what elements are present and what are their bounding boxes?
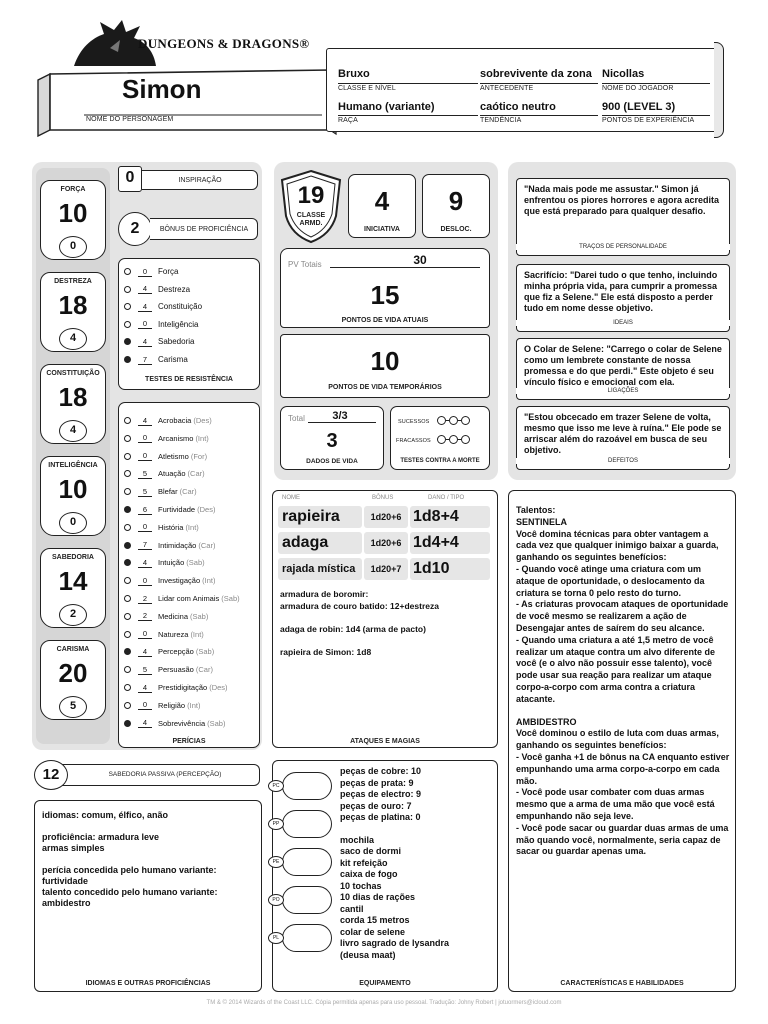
coin-label: PO (268, 894, 284, 906)
armor-class-value: 19 (297, 182, 325, 209)
character-name-label: NOME DO PERSONAGEM (86, 116, 174, 123)
skill-row[interactable] (124, 448, 207, 465)
skill-value: 0 (138, 451, 152, 461)
skill-row[interactable] (124, 661, 213, 678)
attacks-col-bonus: BÔNUS (372, 495, 394, 501)
save-row[interactable] (124, 263, 178, 280)
skill-row[interactable] (124, 554, 205, 571)
proficiency-dot-icon[interactable] (124, 453, 131, 460)
feature-line: - As criaturas provocam ataques de oportunidade de você mesmo se realizarem a ação de Desengajar antes de saírem do seu alcance. (516, 599, 729, 633)
skill-row[interactable] (124, 608, 208, 625)
proficiencies-title: IDIOMAS E OUTRAS PROFICIÊNCIAS (85, 980, 211, 987)
class-level-value: Bruxo (338, 68, 370, 80)
skill-name: Religião (158, 700, 186, 710)
proficiency-dot-icon[interactable] (124, 338, 131, 345)
skill-ability: (Sab) (207, 718, 226, 728)
character-name: Simon (122, 74, 202, 104)
skill-value: 4 (138, 558, 152, 568)
equipment-line: peças de cobre: 10 (340, 766, 422, 776)
attack-bonus[interactable]: 1d20+6 (364, 532, 408, 554)
ability-name: DESTREZA (54, 278, 92, 285)
initiative-label: INICIATIVA (364, 226, 400, 233)
alignment-label: TENDÊNCIA (480, 115, 598, 124)
trait-text: Sacrifício: "Darei tudo o que tenho, incluindo minha própria vida, para cumprir a promessa que fiz a Selene." Ele está disposto a perder tudo em nome desse objetivo. (524, 270, 718, 313)
proficiency-dot-icon[interactable] (124, 684, 131, 691)
skill-row[interactable] (124, 590, 240, 607)
equipment-line: (deusa maat) (340, 949, 396, 960)
inspiration-label: INSPIRAÇÃO (178, 177, 222, 184)
skill-row[interactable] (124, 537, 215, 554)
skill-value: 0 (138, 629, 152, 639)
current-hp-value: 15 (370, 280, 400, 310)
skill-ability: (Des) (209, 683, 228, 692)
skill-name: Acrobacia (158, 416, 192, 425)
proficiency-dot-icon[interactable] (124, 268, 131, 275)
proficiency-dot-icon[interactable] (124, 720, 131, 727)
proficiency-dot-icon[interactable] (124, 286, 131, 293)
death-saves-label: TESTES CONTRA A MORTE (400, 458, 480, 464)
death-saves-failure-dots[interactable] (437, 435, 470, 444)
speed-label: DESLOC. (440, 226, 472, 233)
equipment-line (340, 824, 494, 835)
skill-ability: (Sab) (195, 647, 215, 657)
feature-line: SENTINELA (516, 516, 568, 527)
save-name: Força (158, 267, 179, 276)
proficiency-line (42, 854, 256, 865)
save-row[interactable] (124, 298, 202, 315)
attack-note (280, 635, 492, 646)
skill-ability: (Int) (195, 433, 209, 443)
skill-ability: (Int) (190, 629, 204, 639)
skill-value: 4 (138, 416, 152, 426)
attack-note (280, 612, 492, 623)
skill-ability: (Des) (193, 416, 212, 425)
feature-line: - Quando uma criatura a até 1,5 metro de você realizar um ataque contra um alvo diferente de você (e o alvo não possuir esse talento), você pode usar sua reação para realizar um ataque corpo-a-corpo com arma contra a criatura atacante. (516, 634, 716, 704)
attack-damage[interactable]: 1d4+4 (410, 532, 490, 554)
skill-name: Lidar com Animais (158, 594, 220, 603)
current-hp-label: PONTOS DE VIDA ATUAIS (341, 317, 429, 324)
proficiencies-lines (42, 810, 256, 909)
race-value: Humano (variante) (338, 101, 435, 113)
attack-note: adaga de robin: 1d4 (arma de pacto) (280, 624, 426, 634)
skill-name: Intimidação (158, 540, 197, 550)
coin-box[interactable] (282, 772, 332, 800)
ability-modifier: 0 (59, 512, 87, 534)
coin-label: PL (268, 932, 284, 944)
ability-modifier: 4 (59, 328, 87, 350)
coin-box[interactable] (282, 848, 332, 876)
coin-label: PE (268, 856, 284, 868)
initiative-value: 4 (374, 186, 390, 216)
passive-label: SABEDORIA PASSIVA (PERCEPÇÃO) (108, 771, 222, 778)
equipment-line: livro sagrado de lysandra (340, 938, 450, 948)
proficiency-line: furtividade (42, 876, 89, 886)
feature-line: - Você pode usar combater com duas armas mesmo que a arma de uma mão que você está empunhando não seja leve. (516, 787, 715, 821)
skill-name: Persuasão (158, 665, 194, 675)
ability-score: 10 (58, 474, 88, 504)
trait-label: DEFEITOS (516, 458, 730, 464)
skill-value: 4 (138, 647, 152, 657)
skills-title: PERÍCIAS (172, 738, 206, 745)
equipment-line: peças de ouro: 7 (340, 800, 412, 811)
save-row[interactable] (124, 316, 198, 333)
feature-line: - Você pode sacar ou guardar duas armas de uma mão quando você, normalmente, seria capaz de sacar ou guardar apenas uma. (516, 822, 729, 857)
background-label: ANTECEDENTE (480, 83, 598, 92)
save-name: Sabedoria (158, 337, 195, 347)
ability-name: CARISMA (56, 646, 90, 653)
death-saves-success-dots[interactable] (437, 416, 470, 425)
inspiration-box[interactable]: 0 (118, 166, 142, 192)
header (30, 18, 750, 138)
skill-row[interactable] (124, 465, 205, 482)
skill-ability: (Sab) (186, 558, 205, 568)
features-title: CARACTERÍSTICAS E HABILIDADES (560, 980, 684, 987)
skill-value: 5 (138, 487, 152, 497)
attack-name[interactable]: rapieira (278, 506, 362, 528)
ability-modifier: 5 (59, 696, 87, 718)
skill-name: Investigação (158, 576, 201, 586)
ability-name: CONSTITUIÇÃO (46, 370, 100, 377)
xp-value: 900 (LEVEL 3) (602, 101, 676, 113)
max-hp-value: 30 (413, 253, 427, 267)
proficiency-label: BÔNUS DE PROFICIÊNCIA (159, 226, 249, 233)
coin-box[interactable] (282, 886, 332, 914)
ability-modifier: 2 (59, 604, 87, 626)
equipment-line: 10 dias de rações (340, 892, 416, 902)
class-level-label: CLASSE E NÍVEL (338, 83, 478, 92)
trait-label: TRAÇOS DE PERSONALIDADE (516, 244, 730, 250)
equipment-line: peças de electro: 9 (340, 789, 422, 799)
ability-score: 14 (58, 566, 88, 596)
proficiency-dot-icon[interactable] (124, 356, 131, 363)
skill-row[interactable] (124, 483, 197, 500)
skill-value: 4 (138, 718, 152, 728)
skill-name: Furtividade (158, 505, 196, 514)
skill-ability: (Car) (195, 665, 213, 675)
save-row[interactable] (124, 351, 188, 368)
coin-box[interactable] (282, 924, 332, 952)
equipment-lines (340, 766, 494, 961)
proficiency-dot-icon[interactable] (124, 631, 131, 638)
death-saves-success-label: SUCESSOS (398, 419, 430, 425)
skill-value: 0 (138, 576, 152, 586)
death-saves-failure-label: FRACASSOS (396, 438, 431, 444)
skill-ability: (Car) (198, 540, 216, 550)
skill-row[interactable] (124, 519, 199, 536)
skill-ability: (Sab) (221, 594, 240, 603)
equipment-line: mochila (340, 834, 375, 845)
skill-value: 2 (138, 594, 152, 604)
proficiency-dot-icon[interactable] (124, 524, 131, 531)
skill-row[interactable] (124, 430, 209, 447)
trait-text: "Nada mais pode me assustar." Simon já enfrentou os piores horrores e agora acredita que está preparado para qualquer desafio. (524, 184, 720, 216)
skill-row[interactable] (124, 626, 204, 643)
skill-value: 0 (138, 700, 152, 710)
coin-label: PC (268, 780, 284, 792)
equipment-line: cantil (340, 903, 364, 914)
coin-box[interactable] (282, 810, 332, 838)
hit-dice-value: 3 (326, 430, 338, 452)
skill-row[interactable] (124, 412, 212, 429)
feature-line: - Você ganha +1 de bônus na CA enquanto estiver empunhando uma arma corpo-a-corpo em cada mão. (516, 751, 730, 786)
proficiency-dot-icon[interactable] (124, 702, 131, 709)
proficiency-dot-icon[interactable] (124, 488, 131, 495)
footer-text: TM & © 2014 Wizards of the Coast LLC. Cópia permitida apenas para uso pessoal. Tradução: Johny Robert | jotuormers@icloud.com (206, 1000, 562, 1006)
skill-name: Atletismo (158, 451, 189, 461)
proficiency-dot-icon[interactable] (124, 470, 131, 477)
features-lines (516, 505, 730, 858)
feature-line: Você domina técnicas para obter vantagem a cada vez que qualquer inimigo baixar a guarda, ganhando os seguintes benefícios: (516, 528, 719, 563)
armor-class-label: CLASSE ARMD. (296, 212, 326, 227)
ability-name: INTELIGÊNCIA (48, 462, 98, 469)
skill-value: 0 (138, 522, 152, 532)
equipment-title: EQUIPAMENTO (359, 980, 411, 987)
equipment-line: kit refeição (340, 857, 388, 868)
xp-label: PONTOS DE EXPERIÊNCIA (602, 115, 710, 124)
feature-line: AMBIDESTRO (516, 716, 577, 727)
temp-hp-label: PONTOS DE VIDA TEMPORÁRIOS (328, 384, 442, 391)
save-row[interactable] (124, 333, 194, 350)
ability-score: 20 (58, 658, 88, 688)
skill-name: Prestidigitação (158, 683, 208, 692)
skill-value: 4 (138, 683, 152, 693)
skill-row[interactable] (124, 715, 225, 732)
feature-line: Você dominou o estilo de luta com duas armas, ganhando os seguintes benefícios: (516, 728, 719, 751)
proficiency-dot-icon[interactable] (124, 595, 131, 602)
skill-value: 7 (138, 540, 152, 550)
attacks-col-name: NOME (282, 495, 300, 501)
attack-name[interactable]: adaga (278, 532, 362, 554)
skill-row[interactable] (124, 501, 215, 518)
equipment-line: peças de platina: 0 (340, 812, 421, 822)
ability-score: 10 (58, 198, 88, 228)
logo-text: DUNGEONS & DRAGONS® (138, 36, 310, 51)
ability-name: SABEDORIA (51, 554, 94, 561)
race-label: RAÇA (338, 115, 478, 124)
proficiency-dot-icon[interactable] (124, 542, 131, 549)
equipment-line: corda 15 metros (340, 915, 410, 925)
skill-ability: (Int) (185, 522, 199, 532)
skill-value: 0 (138, 433, 152, 443)
save-name: Constituição (158, 302, 203, 312)
attack-damage[interactable]: 1d8+4 (410, 506, 490, 528)
skill-name: Arcanismo (158, 433, 194, 443)
equipment-line: saco de dormi (340, 846, 402, 856)
player-label: NOME DO JOGADOR (602, 83, 710, 92)
skill-name: História (158, 522, 184, 532)
save-value: 4 (138, 302, 152, 312)
proficiency-line: idiomas: comum, élfico, anão (42, 810, 169, 820)
trait-label: IDEAIS (516, 320, 730, 326)
proficiency-line: ambidestro (42, 898, 91, 908)
proficiency-dot-icon[interactable] (124, 613, 131, 620)
skill-value: 6 (138, 505, 152, 515)
save-value: 0 (138, 319, 152, 329)
proficiency-line: perícia concedida pelo humano variante: (42, 865, 217, 875)
skill-ability: (Car) (187, 469, 205, 479)
save-row[interactable] (124, 281, 190, 298)
hit-dice-total-line (308, 422, 376, 423)
ability-score: 18 (58, 290, 88, 320)
attack-notes (280, 588, 492, 658)
equipment-line: colar de selene (340, 926, 406, 937)
save-name: Inteligência (158, 319, 199, 329)
save-value: 4 (138, 284, 152, 294)
background-value: sobrevivente da zona (480, 68, 592, 80)
proficiency-line: armas simples (42, 843, 105, 853)
proficiency-dot-icon[interactable] (124, 648, 131, 655)
ability-modifier: 4 (59, 420, 87, 442)
skill-ability: (Sab) (190, 611, 209, 621)
attack-note: rapieira de Simon: 1d8 (280, 647, 372, 657)
skill-ability: (Int) (187, 700, 201, 710)
attack-name[interactable]: rajada mística (278, 558, 362, 580)
passive-circle: 12 (34, 760, 68, 790)
skill-name: Natureza (158, 629, 189, 639)
skill-name: Intuição (158, 558, 185, 568)
skill-row[interactable] (124, 572, 215, 589)
info-box-right-decor (714, 42, 724, 138)
trait-text: "Estou obcecado em trazer Selene de volta, mesmo que isso me leve à ruína." Ele pode se arriscar além do razoável em busca de seu objetivo. (524, 412, 722, 455)
skill-value: 5 (138, 469, 152, 479)
max-hp-line (330, 267, 480, 268)
skill-row[interactable] (124, 643, 214, 660)
skill-row[interactable] (124, 697, 200, 714)
proficiency-dot-icon[interactable] (124, 303, 131, 310)
save-value: 7 (138, 355, 152, 365)
proficiency-dot-icon[interactable] (124, 321, 131, 328)
skill-value: 2 (138, 611, 152, 621)
temp-hp-value: 10 (370, 346, 400, 376)
equipment-line: 10 tochas (340, 880, 382, 891)
skill-name: Sobrevivência (158, 718, 206, 728)
skill-name: Percepção (158, 647, 194, 657)
speed-value: 9 (448, 186, 464, 216)
attack-note: armadura de boromir: (280, 589, 369, 599)
skill-value: 5 (138, 665, 152, 675)
skill-name: Blefar (158, 487, 178, 497)
hit-dice-total-value: 3/3 (332, 410, 348, 422)
hit-dice-total-label: Total (288, 414, 305, 423)
feature-line: - Quando você atinge uma criatura com um ataque de oportunidade, o deslocamento da criatura se torna 0 pelo resto do turno. (516, 563, 705, 598)
ability-name: FORÇA (60, 186, 86, 193)
proficiency-dot-icon[interactable] (124, 559, 131, 566)
attack-damage[interactable]: 1d10 (410, 558, 490, 580)
attack-bonus[interactable]: 1d20+6 (364, 506, 408, 528)
skill-ability: (Des) (197, 505, 216, 514)
proficiency-line: talento concedido pelo humano variante: (42, 887, 218, 897)
save-name: Destreza (158, 284, 191, 294)
attack-note: armadura de couro batido: 12+destreza (280, 601, 439, 611)
save-value: 0 (138, 267, 152, 277)
proficiency-line (42, 821, 256, 832)
ability-score: 18 (58, 382, 88, 412)
saves-title: TESTES DE RESISTÊNCIA (145, 376, 233, 383)
equipment-line: caixa de fogo (340, 869, 398, 879)
feature-line: Talentos: (516, 505, 556, 515)
equipment-line: peças de prata: 9 (340, 777, 414, 788)
proficiency-dot-icon[interactable] (124, 666, 131, 673)
attacks-title: ATAQUES E MAGIAS (350, 738, 420, 745)
skill-ability: (Car) (179, 487, 197, 497)
proficiency-dot-icon[interactable] (124, 577, 131, 584)
feature-line (516, 706, 730, 717)
attack-bonus[interactable]: 1d20+7 (364, 558, 408, 580)
proficiency-dot-icon[interactable] (124, 435, 131, 442)
coin-label: PP (268, 818, 284, 830)
max-hp-label: PV Totais (288, 260, 322, 269)
proficiency-circle: 2 (118, 212, 152, 246)
skill-row[interactable] (124, 679, 228, 696)
hit-dice-label: DADOS DE VIDA (306, 458, 358, 465)
alignment-value: caótico neutro (480, 101, 556, 113)
skill-ability: (Int) (202, 576, 216, 586)
trait-label: LIGAÇÕES (516, 388, 730, 394)
skill-name: Atuação (158, 469, 186, 479)
proficiency-dot-icon[interactable] (124, 417, 131, 424)
proficiency-dot-icon[interactable] (124, 506, 131, 513)
player-value: Nicollas (602, 68, 645, 80)
skill-ability: (For) (190, 451, 208, 461)
save-value: 4 (138, 337, 152, 347)
save-name: Carisma (158, 355, 188, 364)
trait-text: O Colar de Selene: "Carrego o colar de Selene como um lembrete constante de nossa promessa e do que perdi." Este objeto é seu vínculo físico e emocional com ela. (524, 344, 722, 387)
attacks-col-damage: DANO / TIPO (428, 495, 465, 501)
proficiency-line: proficiência: armadura leve (42, 832, 160, 842)
ability-modifier: 0 (59, 236, 87, 258)
skill-name: Medicina (158, 611, 189, 621)
